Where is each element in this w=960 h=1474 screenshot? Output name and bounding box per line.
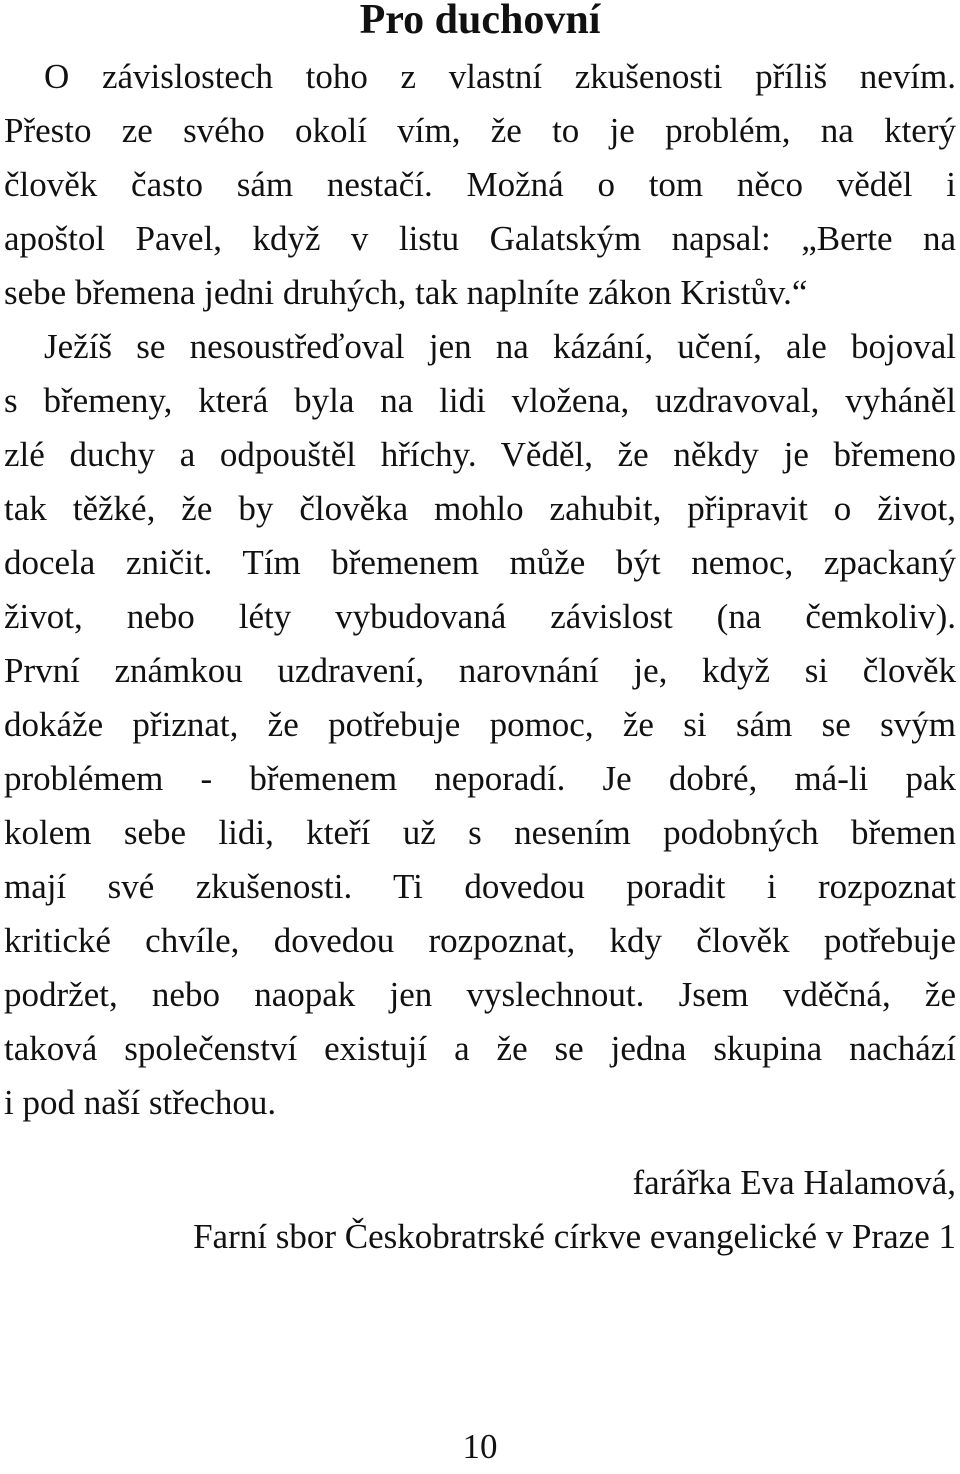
page-title: Pro duchovní xyxy=(359,0,601,43)
body-line: docela zničit. Tím břemenem může být nemoc, zpackaný xyxy=(4,543,956,582)
body-line: kolem sebe lidi, kteří už s nesením podobných břemen xyxy=(4,813,956,852)
body-line: život, nebo léty vybudovaná závislost (na čemkoliv). xyxy=(4,597,956,636)
signature-name: farářka Eva Halamová, xyxy=(632,1163,956,1202)
body-line: apoštol Pavel, když v listu Galatským napsal: „Berte na xyxy=(4,219,956,258)
page-number: 10 xyxy=(462,1427,498,1466)
body-line: člověk často sám nestačí. Možná o tom něco věděl i xyxy=(4,165,956,204)
body-line: Ježíš se nesoustřeďoval jen na kázání, učení, ale bojoval xyxy=(44,327,956,366)
body-line: První známkou uzdravení, narovnání je, když si člověk xyxy=(4,651,956,690)
body-line: O závislostech toho z vlastní zkušenosti příliš nevím. xyxy=(44,57,956,96)
body-text xyxy=(4,50,956,1130)
body-line: i pod naší střechou. xyxy=(4,1083,277,1122)
body-line: zlé duchy a odpouštěl hříchy. Věděl, že někdy je břemeno xyxy=(4,435,956,474)
body-line: sebe břemena jedni druhých, tak naplníte zákon Kristův.“ xyxy=(4,273,808,312)
body-line: podržet, nebo naopak jen vyslechnout. Jsem vděčná, že xyxy=(4,975,956,1014)
body-line: tak těžké, že by člověka mohlo zahubit, připravit o život, xyxy=(4,489,956,528)
signature-affiliation: Farní sbor Českobratrské církve evangelické v Praze 1 xyxy=(193,1217,956,1256)
body-line: s břemeny, která byla na lidi vložena, uzdravoval, vyháněl xyxy=(4,381,956,420)
body-line: problémem - břemenem neporadí. Je dobré, má-li pak xyxy=(4,759,956,798)
body-line: taková společenství existují a že se jedna skupina nachází xyxy=(4,1029,956,1068)
body-line: mají své zkušenosti. Ti dovedou poradit i rozpoznat xyxy=(4,867,956,906)
body-line: Přesto ze svého okolí vím, že to je problém, na který xyxy=(4,111,956,150)
body-line: dokáže přiznat, že potřebuje pomoc, že si sám se svým xyxy=(4,705,956,744)
signature-block xyxy=(4,1156,956,1264)
body-line: kritické chvíle, dovedou rozpoznat, kdy člověk potřebuje xyxy=(4,921,956,960)
